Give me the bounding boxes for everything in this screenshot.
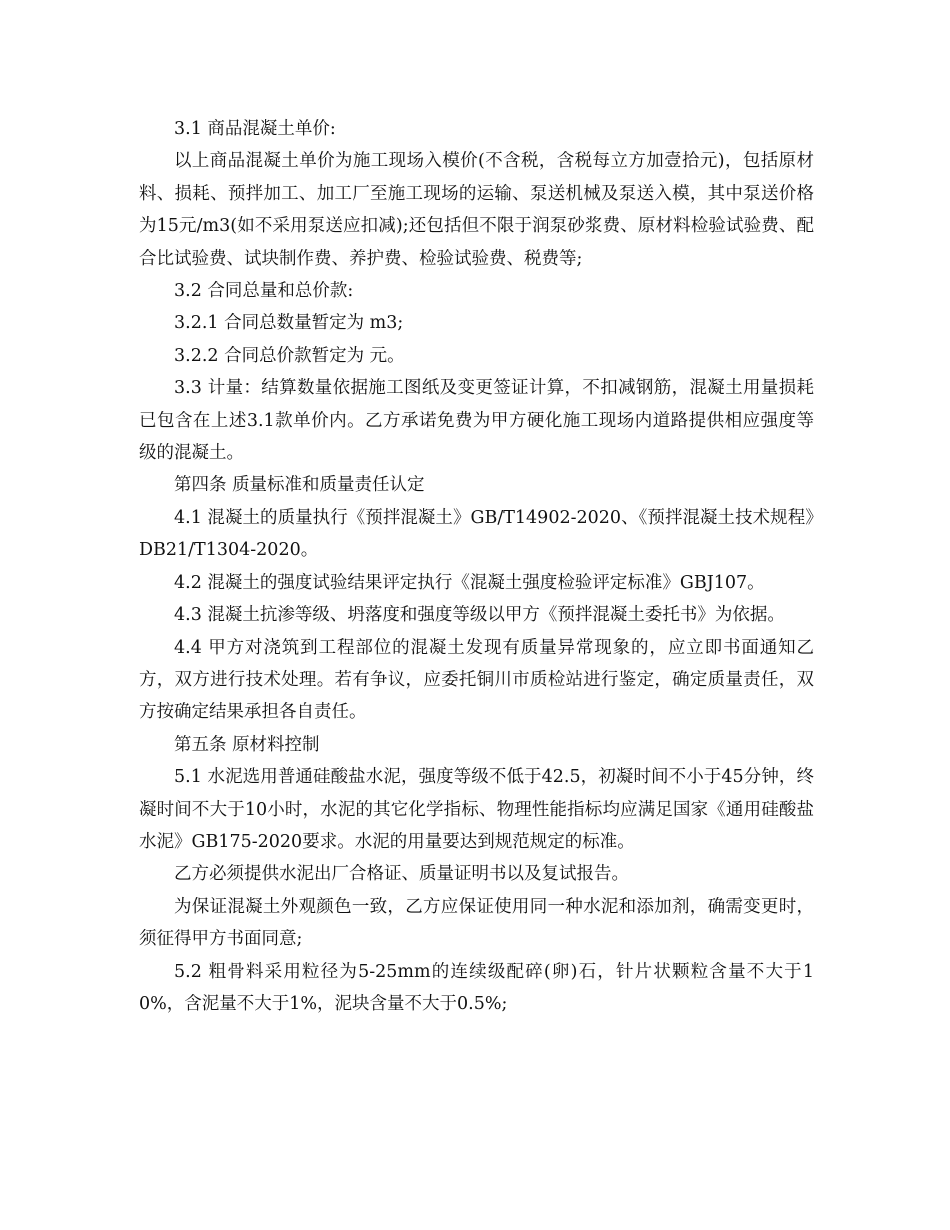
paragraph-4-4: 4.4 甲方对浇筑到工程部位的混凝土发现有质量异常现象的，应立即书面通知乙方，双方进行技术处理。若有争议，应委托铜川市质检站进行鉴定，确定质量责任，双方按确定结果承担各自责任。 xyxy=(139,637,814,723)
paragraph-3-3: 3.3 计量：结算数量依据施工图纸及变更签证计算，不扣减钢筋，混凝土用量损耗已包含在上述3.1款单价内。乙方承诺免费为甲方硬化施工现场内道路提供相应强度等级的混凝土。 xyxy=(139,378,814,464)
paragraph-4-3: 4.3 混凝土抗渗等级、坍落度和强度等级以甲方《预拌混凝土委托书》为依据。 xyxy=(174,605,785,626)
paragraph-color-consistency: 为保证混凝土外观颜色一致，乙方应保证使用同一种水泥和添加剂，确需变更时，须征得甲方书面同意; xyxy=(139,896,814,950)
article-four-heading: 第四条 质量标准和质量责任认定 xyxy=(174,475,425,496)
paragraph-unit-price-detail: 以上商品混凝土单价为施工现场入模价(不含税，含税每立方加壹拾元)，包括原材料、损耗、预拌加工、加工厂至施工现场的运输、泵送机械及泵送入模，其中泵送价格为15元/m3(如不采用泵送应扣减);还包括但不限于润泵砂浆费、原材料检验试验费、配合比试验费、试块制作费、养护费、检验试验费、税费等; xyxy=(139,151,814,269)
paragraph-4-1: 4.1 混凝土的质量执行《预拌混凝土》GB/T14902-2020、《预拌混凝土技术规程》DB21/T1304-2020。 xyxy=(139,507,814,561)
article-five-heading: 第五条 原材料控制 xyxy=(174,734,320,755)
paragraph-5-2: 5.2 粗骨料采用粒径为5-25mm的连续级配碎(卵)石，针片状颗粒含量不大于10%，含泥量不大于1%，泥块含量不大于0.5%; xyxy=(139,961,814,1014)
paragraph-3-2-heading: 3.2 合同总量和总价款: xyxy=(174,281,354,302)
paragraph-3-2-2: 3.2.2 合同总价款暂定为 元。 xyxy=(174,345,405,366)
paragraph-4-2: 4.2 混凝土的强度试验结果评定执行《混凝土强度检验评定标准》GBJ107。 xyxy=(174,572,765,593)
paragraph-3-1-heading: 3.1 商品混凝土单价: xyxy=(174,119,336,139)
document-page xyxy=(139,113,814,1020)
paragraph-3-2-1: 3.2.1 合同总数量暂定为 m3; xyxy=(174,313,404,334)
paragraph-cement-certificates: 乙方必须提供水泥出厂合格证、质量证明书以及复试报告。 xyxy=(174,864,629,885)
paragraph-5-1: 5.1 水泥选用普通硅酸盐水泥，强度等级不低于42.5，初凝时间不小于45分钟，终凝时间不大于10小时，水泥的其它化学指标、物理性能指标均应满足国家《通用硅酸盐水泥》GB175-2020要求。水泥的用量要达到规范规定的标准。 xyxy=(139,767,814,852)
